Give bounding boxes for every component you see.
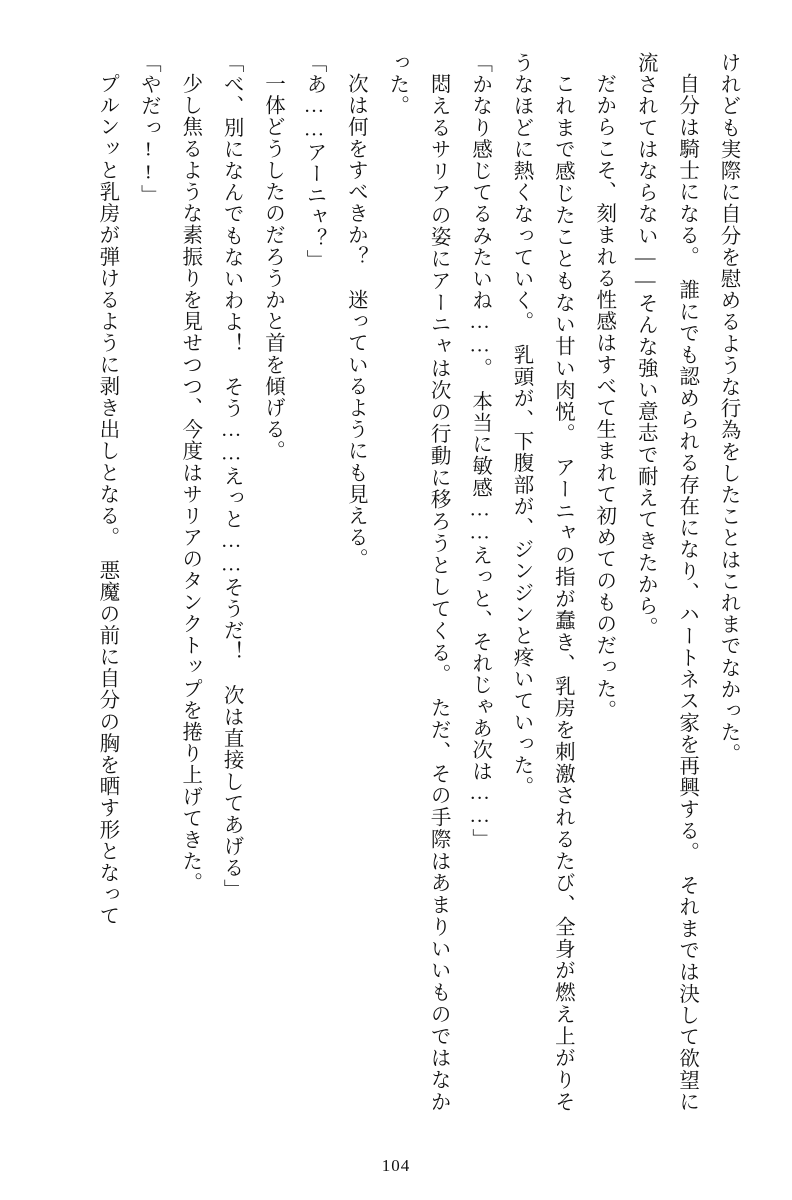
paragraph-dialogue: 「べ、別になんでもないわよ！ そう……えっと……そうだ！ 次は直接してあげる」 xyxy=(220,52,243,901)
paragraph: だからこそ、刻まれる性感はすべて生まれて初めてのものだった。 xyxy=(592,72,615,721)
paragraph-dialogue: 「かなり感じてるみたいね……。 本当に敏感……えっと、それじゃあ次は……」 xyxy=(468,52,491,850)
page-number: 104 xyxy=(381,1156,411,1175)
paragraph: 次は何をすべきか？ 迷っているようにも見える。 xyxy=(344,72,367,570)
paragraph-dialogue: 「あ……アーニャ？」 xyxy=(302,52,325,271)
paragraph: プルンッと乳房が弾けるように剥き出しとなる。 悪魔の前に自分の胸を晒す形となって xyxy=(95,72,118,927)
paragraph: 自分は騎士になる。 誰にでも認められる存在になり、ハートネス家を再興する。 それまでは決して欲望に流されてはならない――そんな強い意志で耐えてきたから。 xyxy=(634,52,698,1112)
novel-text-body xyxy=(44,52,748,1112)
paragraph: これまで感じたこともない甘い肉悦。 アーニャの指が蠢き、乳房を刺激されるたび、全身が燃え上がりそうなほどに熱くなっていく。 乳頭が、下腹部が、ジンジンと疼いていった。 xyxy=(509,52,574,1112)
paragraph: けれども実際に自分を慰めるような行為をしたことはこれまでなかった。 xyxy=(717,52,739,765)
paragraph-dialogue: 「やだっ!!」 xyxy=(137,52,160,207)
paragraph: 一体どうしたのだろうかと首を傾げる。 xyxy=(261,72,284,462)
paragraph: 少し焦るような素振りを見せつつ、今度はサリアのタンクトップを捲り上げてきた。 xyxy=(178,72,201,894)
paragraph: 悶えるサリアの姿にアーニャは次の行動に移ろうとしてくる。 ただ、その手際はあまりいいものではなかった。 xyxy=(385,52,450,1112)
